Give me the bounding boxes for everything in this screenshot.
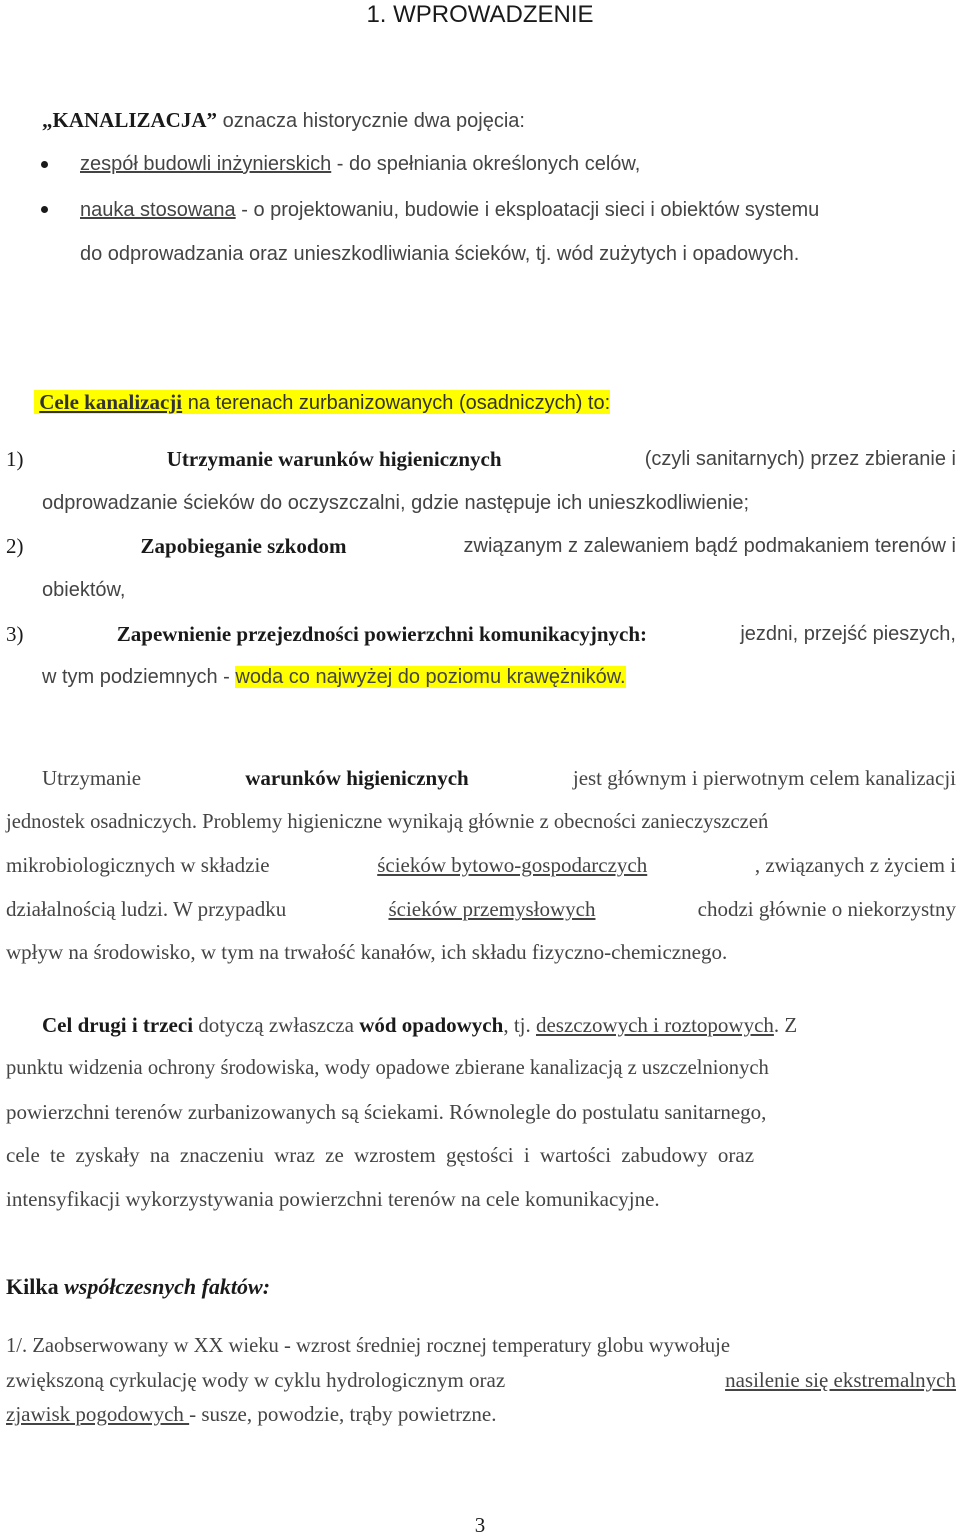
para2-text: . Z: [773, 1013, 798, 1037]
para2-underline: deszczowych i roztopowych: [535, 1013, 774, 1037]
para1-text: , związanych z życiem i: [754, 853, 956, 877]
para1-line-3: [6, 851, 956, 879]
kanalizacja-term: „KANALIZACJA”: [42, 108, 218, 132]
para1-text: chodzi głównie o niekorzystny: [697, 897, 956, 921]
goal-continuation-text: w tym podziemnych -: [42, 666, 236, 688]
intro-line: [42, 106, 525, 135]
facts-heading: [6, 1273, 270, 1301]
bullet-link: nauka stosowana: [80, 199, 236, 221]
facts-underline: zjawisk pogodowych: [6, 1402, 190, 1426]
para2-line-2: punktu widzenia ochrony środowiska, wody opadowe zbierane kanalizacją z uszczelnionych: [6, 1057, 769, 1079]
goal-continuation: [42, 663, 626, 691]
para1-text: mikrobiologicznych w składzie: [6, 853, 270, 877]
goals-heading: [34, 388, 610, 417]
goal-highlight: woda co najwyżej do poziomu krawężników.: [235, 666, 626, 688]
goal-item-1: [6, 445, 956, 473]
goals-heading-bold: Cele kanalizacji: [39, 390, 183, 414]
goal-bold: Zapewnienie przejezdności powierzchni komunikacyjnych:: [116, 622, 648, 646]
goal-rest: jezdni, przejść pieszych,: [740, 623, 956, 645]
goal-number: 2): [6, 534, 24, 558]
goals-heading-highlight: [34, 390, 610, 414]
para1-text: działalnością ludzi. W przypadku: [6, 897, 287, 921]
bullet-text: - o projektowaniu, budowie i eksploatacji sieci i obiektów systemu: [235, 199, 820, 221]
facts-line-1: 1/. Zaobserwowany w XX wieku - wzrost średniej rocznej temperatury globu wywołuje: [6, 1335, 731, 1357]
goal-continuation: odprowadzanie ścieków do oczyszczalni, gdzie następuje ich unieszkodliwienie;: [42, 492, 750, 514]
bullet-dot-icon: [41, 206, 48, 213]
para1-underline: ścieków bytowo-gospodarczych: [377, 853, 648, 877]
para2-line-5: intensyfikacji wykorzystywania powierzchni terenów na cele komunikacyjne.: [6, 1187, 660, 1211]
goals-heading-rest: na terenach zurbanizowanych (osadniczych) to:: [182, 392, 611, 414]
para1-text: jest głównym i pierwotnym celem kanalizacji: [572, 766, 956, 790]
page-title: 1. WPROWADZENIE: [366, 1, 594, 28]
goal-item-3: [6, 620, 956, 648]
para1-bold: warunków higienicznych: [245, 766, 469, 790]
facts-text: - susze, powodzie, trąby powietrzne.: [189, 1402, 497, 1426]
goal-item-2: [6, 532, 956, 560]
para2-bold: wód opadowych: [359, 1013, 504, 1037]
facts-heading-italic: współczesnych faktów:: [64, 1274, 271, 1299]
para2-line-4: cele te zyskały na znaczeniu wraz ze wzrostem gęstości i wartości zabudowy oraz: [6, 1143, 755, 1167]
para1-line-2: jednostek osadniczych. Problemy higieniczne wynikają głównie z obecności zanieczyszczeń: [6, 811, 769, 833]
para1-line-4: [6, 895, 956, 923]
facts-line-3: [6, 1400, 496, 1428]
facts-line-2: [6, 1366, 956, 1394]
bullet-continuation: do odprowadzania oraz unieszkodliwiania ścieków, tj. wód zużytych i opadowych.: [80, 243, 800, 265]
facts-underline: nasilenie się ekstremalnych: [725, 1368, 956, 1392]
facts-text: zwiększoną cyrkulację wody w cyklu hydrologicznym oraz: [6, 1368, 506, 1392]
goal-rest: (czyli sanitarnych) przez zbieranie i: [644, 448, 956, 470]
para1-line-1: [42, 764, 956, 792]
para1-line-5: wpływ na środowisko, w tym na trwałość kanałów, ich składu fizyczno-chemicznego.: [6, 940, 728, 964]
para2-text: dotyczą zwłaszcza: [193, 1013, 360, 1037]
bullet-link: zespół budowli inżynierskich: [80, 153, 332, 175]
bullet-dot-icon: [41, 161, 48, 168]
goal-number: 3): [6, 622, 24, 646]
para2-text: , tj.: [503, 1013, 536, 1037]
facts-heading-bold: Kilka: [6, 1274, 65, 1299]
goal-bold: Utrzymanie warunków higienicznych: [166, 447, 502, 471]
bullet-item-2: [80, 196, 819, 224]
page-number: 3: [474, 1513, 486, 1537]
para1-text: Utrzymanie: [42, 766, 142, 790]
para2-line-3: powierzchni terenów zurbanizowanych są ściekami. Równolegle do postulatu sanitarnego,: [6, 1100, 767, 1124]
goal-rest: związanym z zalewaniem bądź podmakaniem terenów i: [463, 535, 956, 557]
goal-number: 1): [6, 447, 24, 471]
bullet-text: - do spełniania określonych celów,: [331, 153, 641, 175]
bullet-item-1: [80, 150, 640, 178]
goal-bold: Zapobieganie szkodom: [140, 534, 347, 558]
para2-bold: Cel drugi i trzeci: [42, 1013, 194, 1037]
para2-line-1: [42, 1011, 797, 1039]
intro-text: oznacza historycznie dwa pojęcia:: [217, 110, 525, 132]
goal-continuation: obiektów,: [42, 579, 126, 601]
para1-underline: ścieków przemysłowych: [388, 897, 596, 921]
